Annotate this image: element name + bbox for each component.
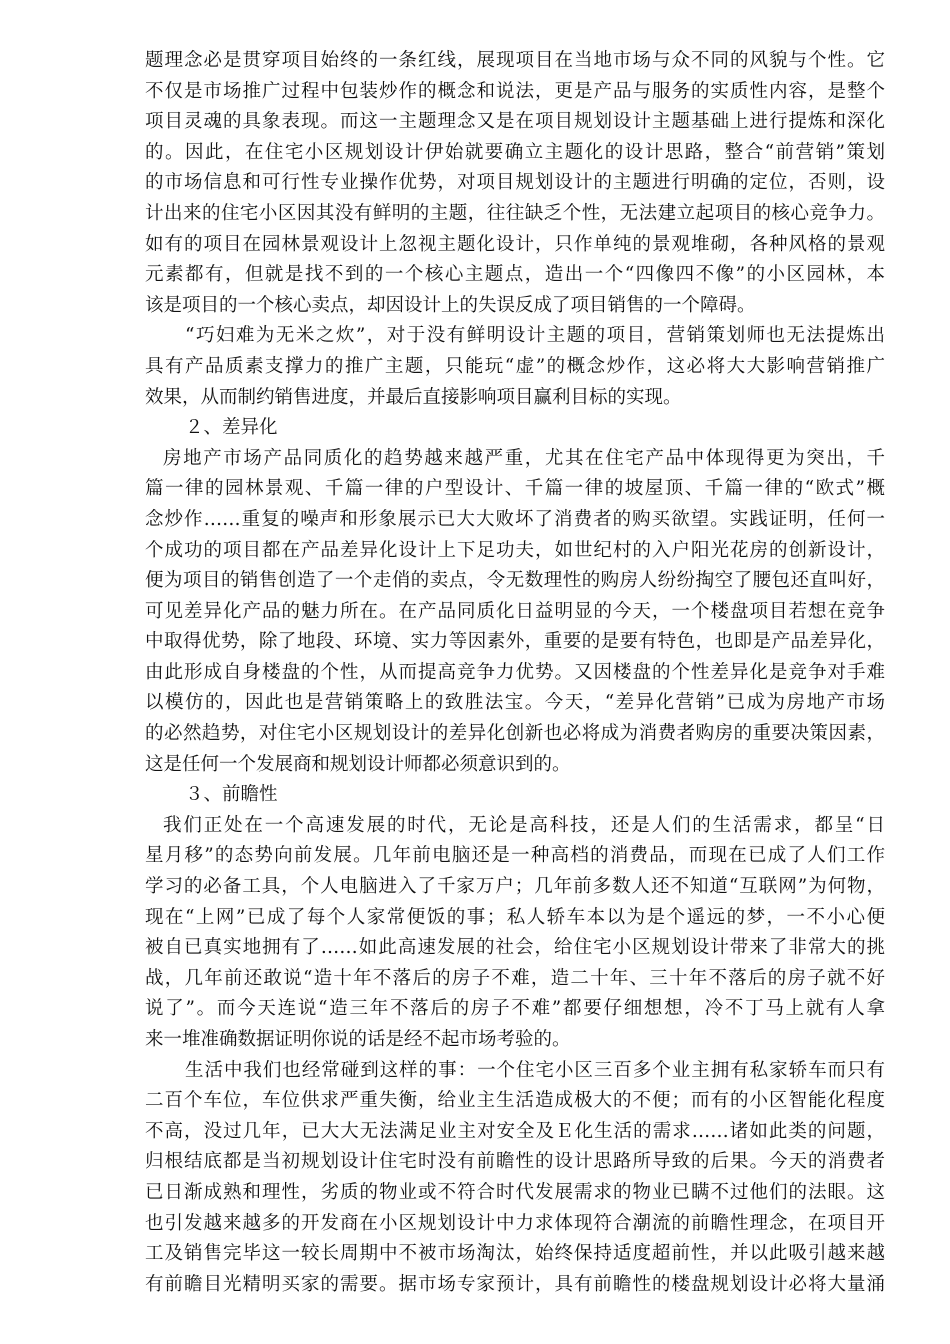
text-line: 便为项目的销售创造了一个走俏的卖点，令无数理性的购房人纷纷掏空了腰包还直叫好， [145,570,885,592]
section-heading [145,413,885,444]
text-line: ３、前瞻性 [185,784,278,806]
text-line: 战，几年前还敢说“造十年不落后的房子不难，造二十年、三十年不落后的房子就不好 [145,967,885,989]
text-line: 由此形成自身楼盘的个性，从而提高竞争力优势。又因楼盘的个性差异化是竞争对手难 [145,661,885,683]
text-line: 有前瞻目光精明买家的需要。据市场专家预计，具有前瞻性的楼盘规划设计必将大量涌 [145,1273,885,1295]
text-line: 不高，没过几年，已大大无法满足业主对安全及Ｅ化生活的需求……诸如此类的问题， [145,1120,885,1142]
paragraph [145,46,885,321]
text-line: 归根结底都是当初规划设计住宅时没有前瞻性的设计思路所导致的后果。今天的消费者 [145,1151,885,1173]
text-line: 的。因此，在住宅小区规划设计伊始就要确立主题化的设计思路，整合“前营销”策划 [145,141,885,163]
text-line: 的必然趋势，对住宅小区规划设计的差异化创新也必将成为消费者购房的重要决策因素， [145,723,885,745]
text-line: 来一堆准确数据证明你说的话是经不起市场考验的。 [145,1029,571,1050]
text-line: 的市场信息和可行性专业操作优势，对项目规划设计的主题进行明确的定位，否则，设 [145,172,885,194]
paragraph [145,811,885,1056]
text-line: 也引发越来越多的开发商在小区规划设计中力求体现符合潮流的前瞻性理念，在项目开 [145,1212,885,1234]
text-line: 效果，从而制约销售进度，并最后直接影响项目赢利目标的实现。 [145,386,682,408]
text-line: 题理念必是贯穿项目始终的一条红线，展现项目在当地市场与众不同的风貌与个性。它 [145,50,885,71]
text-line: 房地产市场产品同质化的趋势越来越严重，尤其在住宅产品中体现得更为突出，千 [163,447,885,469]
text-line: 星月移”的态势向前发展。几年前电脑还是一种高档的消费品，而现在已成了人们工作 [145,845,885,867]
text-line: 篇一律的园林景观、千篇一律的户型设计、千篇一律的坡屋顶、千篇一律的“欧式”概 [145,478,885,500]
text-line: 该是项目的一个核心卖点，却因设计上的失误反成了项目销售的一个障碍。 [145,294,756,316]
text-line: 计出来的住宅小区因其没有鲜明的主题，往往缺乏个性，无法建立起项目的核心竞争力。 [145,202,885,224]
section-heading [145,780,885,811]
text-line: 被自已真实地拥有了……如此高速发展的社会，给住宅小区规划设计带来了非常大的挑 [145,937,885,959]
paragraph [145,321,885,413]
text-line: 工及销售完毕这一较长周期中不被市场淘汰，始终保持适度超前性，并以此吸引越来越 [145,1243,885,1265]
text-line: ２、差异化 [185,417,278,439]
text-line: 元素都有，但就是找不到的一个核心主题点，造出一个“四像四不像”的小区园林，本 [145,264,885,286]
text-line: 学习的必备工具，个人电脑进入了千家万户；几年前多数人还不知道“互联网”为何物， [145,876,885,898]
text-line: 说了”。而今天连说“造三年不落后的房子不难”都要仔细想想，冷不丁马上就有人拿 [145,998,885,1020]
document-body [145,46,885,1300]
text-line: 我们正处在一个高速发展的时代，无论是高科技，还是人们的生活需求，都呈“日 [163,814,885,836]
text-line: 可见差异化产品的魅力所在。在产品同质化日益明显的今天，一个楼盘项目若想在竞争 [145,600,885,622]
text-line: 如有的项目在园林景观设计上忽视主题化设计，只作单纯的景观堆砌，各种风格的景观 [145,233,885,255]
text-line: 现在“上网”已成了每个人家常便饭的事；私人轿车本以为是个遥远的梦，一不小心便 [145,906,885,928]
text-line: 已日渐成熟和理性，劣质的物业或不符合时代发展需求的物业已瞒不过他们的法眼。这 [145,1181,885,1203]
text-line: 个成功的项目都在产品差异化设计上下足功夫，如世纪村的入户阳光花房的创新设计， [145,539,885,561]
text-line: 具有产品质素支撑力的推广主题，只能玩“虚”的概念炒作，这必将大大影响营销推广 [145,355,885,377]
text-line: 二百个车位，车位供求严重失衡，给业主生活造成极大的不便；而有的小区智能化程度 [145,1090,885,1112]
text-line: 这是任何一个发展商和规划设计师都必须意识到的。 [145,753,571,775]
text-line: 项目灵魂的具象表现。而这一主题理念又是在项目规划设计主题基础上进行提炼和深化 [145,111,885,133]
text-line: 念炒作……重复的噪声和形象展示已大大败坏了消费者的购买欲望。实践证明，任何一 [145,508,885,530]
text-line: 以模仿的，因此也是营销策略上的致胜法宝。今天，“差异化营销”已成为房地产市场 [145,692,885,714]
text-line: 生活中我们也经常碰到这样的事：一个住宅小区三百多个业主拥有私家轿车而只有 [185,1059,885,1081]
text-line: 不仅是市场推广过程中包装炒作的概念和说法，更是产品与服务的实质性内容，是整个 [145,80,885,102]
text-line: “巧妇难为无米之炊”，对于没有鲜明设计主题的项目，营销策划师也无法提炼出 [185,325,885,347]
text-line: 中取得优势，除了地段、环境、实力等因素外，重要的是要有特色，也即是产品差异化， [145,631,885,653]
paragraph [145,444,885,781]
paragraph [145,1056,885,1301]
